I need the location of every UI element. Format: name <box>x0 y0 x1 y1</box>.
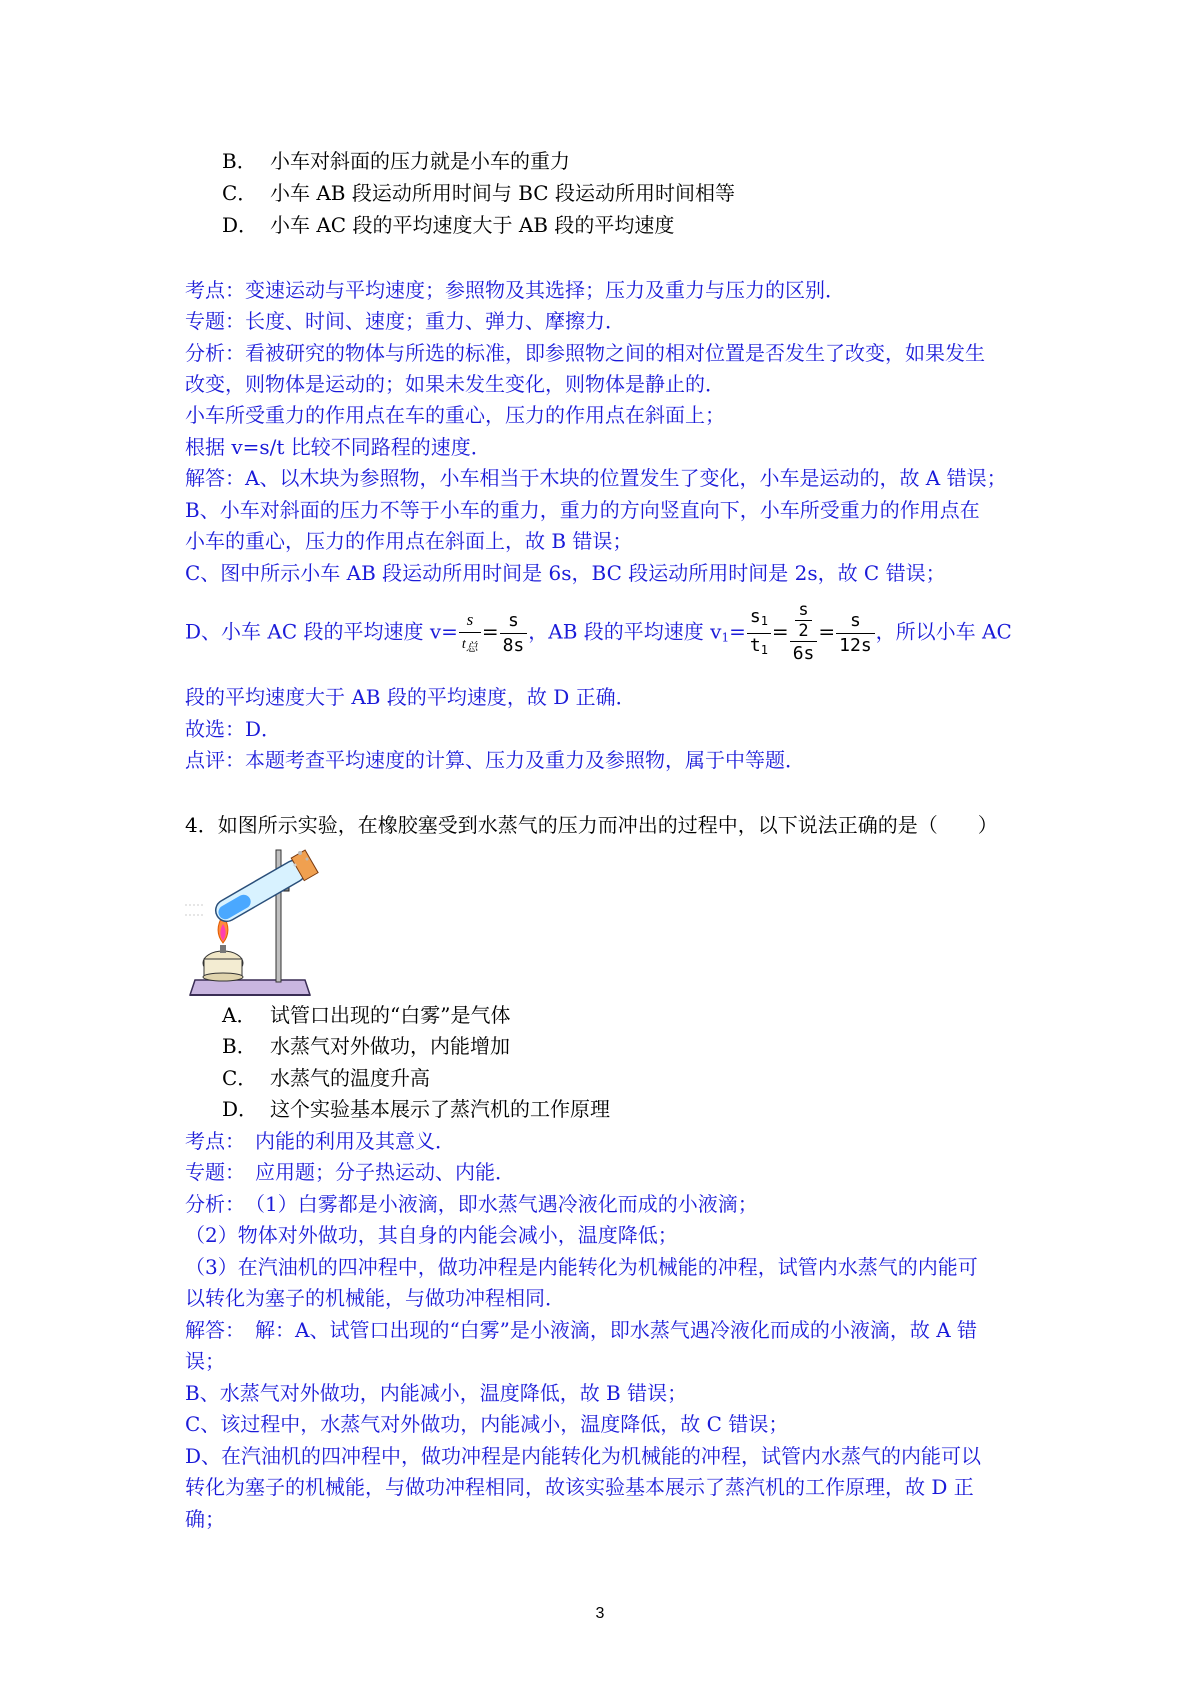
q3-kaodian: 考点：变速运动与平均速度；参照物及其选择；压力及重力与压力的区别． <box>185 278 845 302</box>
fraction-s-over-12s: $\frac{s}{12s}$ <box>836 609 875 658</box>
q3-option-d: D． 小车 AC 段的平均速度大于 AB 段的平均速度 <box>222 213 675 237</box>
q4-option-d: D． 这个实验基本展示了蒸汽机的工作原理 <box>222 1097 610 1121</box>
q4-fenxi-3: （3）在汽油机的四冲程中，做功冲程是内能转化为机械能的冲程，试管内水蒸气的内能可 <box>185 1255 978 1279</box>
q4-fenxi-2: （2）物体对外做功，其自身的内能会减小，温度降低； <box>185 1223 678 1247</box>
test-tube-heating-apparatus-icon <box>185 845 320 1000</box>
q3-fenxi-2: 改变，则物体是运动的；如果未发生变化，则物体是静止的． <box>185 372 725 396</box>
fraction-s1-over-t1: $\frac{s_1}{t_1}$ <box>747 605 771 662</box>
q3-jieda-2: B、小车对斜面的压力不等于小车的重力，重力的方向竖直向下，小车所受重力的作用点在 <box>185 498 980 522</box>
q3-jieda-6: 段的平均速度大于 AB 段的平均速度，故 D 正确． <box>185 685 636 709</box>
q4-jieda-5: D、在汽油机的四冲程中，做功冲程是内能转化为机械能的冲程，试管内水蒸气的内能可以 <box>185 1444 982 1468</box>
q3-fenxi-4: 根据 v=s/t 比较不同路程的速度． <box>185 435 491 459</box>
q4-fenxi-1: 分析： （1）白雾都是小液滴，即水蒸气遇冷液化而成的小液滴； <box>185 1192 758 1216</box>
q4-stem: 4．如图所示实验，在橡胶塞受到水蒸气的压力而冲出的过程中，以下说法正确的是（ ） <box>185 813 998 837</box>
fraction-half-s-over-6s: $\frac{\frac{s}{2}}{6s}$ <box>790 600 818 666</box>
page-number: 3 <box>595 1605 605 1622</box>
q4-fenxi-4: 以转化为塞子的机械能，与做功冲程相同． <box>185 1286 565 1310</box>
q4-kaodian: 考点： 内能的利用及其意义． <box>185 1129 455 1153</box>
q4-option-b: B． 水蒸气对外做功，内能增加 <box>222 1034 510 1058</box>
fraction-s-over-8s: $\frac{s}{8s}$ <box>500 609 528 658</box>
q3-guxuan: 故选：D． <box>185 717 282 741</box>
q4-jieda-6: 转化为塞子的机械能，与做功冲程相同，故该实验基本展示了蒸汽机的工作原理，故 D 正 <box>185 1475 974 1499</box>
q4-zhuanti: 专题： 应用题；分子热运动、内能． <box>185 1160 515 1184</box>
q3-option-c: C． 小车 AB 段运动所用时间与 BC 段运动所用时间相等 <box>222 181 735 205</box>
q3-fenxi-3: 小车所受重力的作用点在车的重心，压力的作用点在斜面上； <box>185 403 725 427</box>
test-tube-heating-figure <box>185 845 320 1000</box>
q4-jieda-2: 误； <box>185 1349 225 1373</box>
q3-jieda-3: 小车的重心，压力的作用点在斜面上，故 B 错误； <box>185 529 633 553</box>
q4-jieda-1: 解答： 解：A、试管口出现的“白雾”是小液滴，即水蒸气遇冷液化而成的小液滴，故 A 错 <box>185 1318 978 1342</box>
q3-dianping: 点评：本题考查平均速度的计算、压力及重力及参照物，属于中等题． <box>185 748 805 772</box>
q4-jieda-7: 确； <box>185 1507 225 1531</box>
q3-zhuanti: 专题：长度、时间、速度；重力、弹力、摩擦力． <box>185 309 625 333</box>
q4-jieda-4: C、该过程中，水蒸气对外做功，内能减小，温度降低，故 C 错误； <box>185 1412 789 1436</box>
q3-fenxi-1: 分析：看被研究的物体与所选的标准，即参照物之间的相对位置是否发生了改变，如果发生 <box>185 341 985 365</box>
q3-jieda-1: 解答：A、以木块为参照物，小车相当于木块的位置发生了变化，小车是运动的，故 A 错误； <box>185 466 1007 490</box>
q3-jieda-5-formula: D、小车 AC 段的平均速度 v= $\frac{s}{\text{t总}}$ = $\frac{s}{8s}$ ，AB 段的平均速度 $v_1=$ $\frac{s_1}{t_1}$ = $\frac{\frac{s}{2}}{6s}$ = $\frac{s}{12s}$ ，所以小车 AC <box>185 600 1012 664</box>
q4-option-a: A． 试管口出现的“白雾”是气体 <box>222 1003 511 1027</box>
q3-jieda-4: C、图中所示小车 AB 段运动所用时间是 6s，BC 段运动所用时间是 2s，故 C 错误； <box>185 561 946 585</box>
q3-option-b: B． 小车对斜面的压力就是小车的重力 <box>222 149 570 173</box>
q4-jieda-3: B、水蒸气对外做功，内能减小，温度降低，故 B 错误； <box>185 1381 688 1405</box>
q4-option-c: C． 水蒸气的温度升高 <box>222 1066 430 1090</box>
fraction-s-over-t-total: $\frac{s}{\text{t总}}$ <box>459 608 481 659</box>
